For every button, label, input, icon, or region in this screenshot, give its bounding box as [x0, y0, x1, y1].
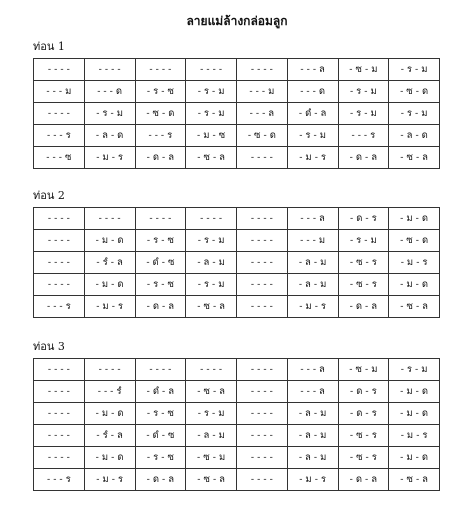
table-row	[34, 230, 440, 252]
note-cell: - ม - ด	[389, 403, 440, 425]
note-cell: - ซ - ร	[338, 425, 389, 447]
note-cell: - - - -	[84, 59, 135, 81]
note-cell: - รํ - ล	[84, 425, 135, 447]
note-cell: - ล - ด	[389, 125, 440, 147]
table-row	[34, 296, 440, 318]
note-cell: - - - ล	[287, 381, 338, 403]
note-cell: - ล - ด	[84, 125, 135, 147]
note-cell: - - - -	[186, 208, 237, 230]
note-cell: - - - ร	[34, 469, 85, 491]
note-cell: - ด - ร	[338, 381, 389, 403]
notation-table-1	[33, 58, 440, 169]
table-row	[34, 81, 440, 103]
note-cell: - ด - ล	[135, 147, 186, 169]
note-cell: - - - ม	[237, 81, 288, 103]
note-cell: - - - ร	[135, 125, 186, 147]
note-cell: - ล - ม	[186, 252, 237, 274]
note-cell: - ร - ซ	[135, 81, 186, 103]
note-cell: - - - -	[135, 59, 186, 81]
table-row	[34, 469, 440, 491]
note-cell: - ซ - ล	[186, 469, 237, 491]
note-cell: - ซ - ด	[237, 125, 288, 147]
note-cell: - - - -	[34, 59, 85, 81]
table-row	[34, 403, 440, 425]
table-row	[34, 447, 440, 469]
note-cell: - ด - ร	[338, 208, 389, 230]
note-cell: - ร - ซ	[135, 274, 186, 296]
note-cell: - ม - ด	[389, 447, 440, 469]
note-cell: - ร - ม	[389, 359, 440, 381]
note-cell: - ร - ซ	[135, 447, 186, 469]
note-cell: - ซ - ร	[338, 252, 389, 274]
note-cell: - - - -	[34, 425, 85, 447]
note-cell: - ซ - ด	[389, 230, 440, 252]
table-row	[34, 274, 440, 296]
note-cell: - ร - ซ	[135, 230, 186, 252]
note-cell: - ซ - ม	[186, 447, 237, 469]
table-row	[34, 359, 440, 381]
note-cell: - - - ด	[287, 81, 338, 103]
note-cell: - - - ซ	[34, 147, 85, 169]
note-cell: - - - -	[34, 381, 85, 403]
note-cell: - - - -	[34, 208, 85, 230]
section-label-2: ท่อน 2	[33, 189, 65, 202]
table-row	[34, 147, 440, 169]
table-row	[34, 252, 440, 274]
note-cell: - - - -	[135, 359, 186, 381]
note-cell: - ดํ - ล	[287, 103, 338, 125]
note-cell: - ดํ - ซ	[135, 252, 186, 274]
note-cell: - ด - ล	[338, 469, 389, 491]
note-cell: - ม - ร	[287, 147, 338, 169]
note-cell: - ร - ม	[338, 103, 389, 125]
note-cell: - ร - ม	[186, 274, 237, 296]
section-label-1: ท่อน 1	[33, 40, 65, 53]
note-cell: - ด - ล	[338, 147, 389, 169]
note-cell: - ร - ม	[186, 230, 237, 252]
note-cell: - ร - ม	[389, 103, 440, 125]
note-cell: - ม - ด	[84, 403, 135, 425]
note-cell: - - - -	[237, 447, 288, 469]
note-cell: - ม - ร	[287, 296, 338, 318]
note-cell: - - - -	[237, 403, 288, 425]
note-cell: - ซ - ล	[389, 147, 440, 169]
note-cell: - - - -	[237, 296, 288, 318]
note-cell: - ร - ม	[287, 125, 338, 147]
note-cell: - ม - ซ	[186, 125, 237, 147]
note-cell: - - - ล	[287, 59, 338, 81]
note-cell: - - - -	[34, 274, 85, 296]
note-cell: - ด - ล	[338, 296, 389, 318]
section-label-3: ท่อน 3	[33, 340, 65, 353]
note-cell: - ล - ม	[287, 447, 338, 469]
note-cell: - ม - ด	[389, 208, 440, 230]
note-cell: - ม - ร	[389, 252, 440, 274]
note-cell: - - - ล	[287, 359, 338, 381]
note-cell: - ซ - ล	[389, 296, 440, 318]
note-cell: - ซ - ล	[186, 381, 237, 403]
note-cell: - ซ - ร	[338, 447, 389, 469]
table-row	[34, 59, 440, 81]
note-cell: - - - -	[237, 147, 288, 169]
note-cell: - ร - ม	[186, 403, 237, 425]
note-cell: - - - -	[237, 252, 288, 274]
notation-table-3	[33, 358, 440, 491]
note-cell: - - - -	[237, 230, 288, 252]
table-row	[34, 125, 440, 147]
note-cell: - - - -	[237, 381, 288, 403]
note-cell: - - - ร	[34, 296, 85, 318]
note-cell: - - - -	[135, 208, 186, 230]
note-cell: - ม - ร	[84, 469, 135, 491]
notation-table-2	[33, 207, 440, 318]
note-cell: - - - -	[34, 359, 85, 381]
note-cell: - - - -	[186, 359, 237, 381]
note-cell: - - - ด	[84, 81, 135, 103]
note-cell: - ร - ม	[389, 59, 440, 81]
note-cell: - ร - ม	[186, 81, 237, 103]
page-title: ลายแม่ล้างกล่อมลูก	[186, 14, 288, 28]
note-cell: - ซ - ด	[389, 81, 440, 103]
note-cell: - ร - ม	[84, 103, 135, 125]
note-cell: - ด - ล	[135, 469, 186, 491]
note-cell: - ล - ม	[287, 274, 338, 296]
note-cell: - - - -	[34, 103, 85, 125]
note-cell: - - - รํ	[84, 381, 135, 403]
note-cell: - ม - ด	[389, 381, 440, 403]
note-cell: - - - -	[34, 447, 85, 469]
table-row	[34, 425, 440, 447]
note-cell: - ม - ด	[84, 274, 135, 296]
note-cell: - - - ม	[34, 81, 85, 103]
note-cell: - - - -	[237, 425, 288, 447]
note-cell: - - - -	[186, 59, 237, 81]
note-cell: - รํ - ล	[84, 252, 135, 274]
note-cell: - ล - ม	[287, 425, 338, 447]
note-cell: - - - -	[34, 403, 85, 425]
note-cell: - - - ร	[338, 125, 389, 147]
note-cell: - ซ - ล	[186, 296, 237, 318]
note-cell: - - - -	[34, 230, 85, 252]
note-cell: - ซ - ม	[338, 59, 389, 81]
table-row	[34, 103, 440, 125]
note-cell: - ม - ร	[389, 425, 440, 447]
note-cell: - ม - ด	[84, 447, 135, 469]
note-cell: - - - ล	[287, 208, 338, 230]
note-cell: - - - ร	[34, 125, 85, 147]
note-cell: - ร - ซ	[135, 403, 186, 425]
note-cell: - ล - ม	[287, 252, 338, 274]
note-cell: - - - -	[237, 59, 288, 81]
note-cell: - ล - ม	[287, 403, 338, 425]
note-cell: - ม - ร	[84, 147, 135, 169]
note-cell: - - - ล	[237, 103, 288, 125]
note-cell: - - - -	[84, 359, 135, 381]
note-cell: - - - -	[237, 208, 288, 230]
table-row	[34, 381, 440, 403]
note-cell: - ล - ม	[186, 425, 237, 447]
note-cell: - ดํ - ล	[135, 381, 186, 403]
note-cell: - - - -	[84, 208, 135, 230]
note-cell: - ด - ร	[338, 403, 389, 425]
note-cell: - ม - ร	[84, 296, 135, 318]
note-cell: - ซ - ล	[389, 469, 440, 491]
note-cell: - ซ - ด	[135, 103, 186, 125]
note-cell: - ร - ม	[186, 103, 237, 125]
note-cell: - - - -	[237, 274, 288, 296]
note-cell: - ซ - ล	[186, 147, 237, 169]
note-cell: - ซ - ม	[338, 359, 389, 381]
table-row	[34, 208, 440, 230]
note-cell: - ม - ด	[84, 230, 135, 252]
note-cell: - ม - ด	[389, 274, 440, 296]
note-cell: - - - -	[237, 359, 288, 381]
note-cell: - ร - ม	[338, 230, 389, 252]
note-cell: - - - -	[34, 252, 85, 274]
note-cell: - ซ - ร	[338, 274, 389, 296]
note-cell: - - - ม	[287, 230, 338, 252]
note-cell: - ด - ล	[135, 296, 186, 318]
note-cell: - ร - ม	[338, 81, 389, 103]
note-cell: - ดํ - ซ	[135, 425, 186, 447]
note-cell: - ม - ร	[287, 469, 338, 491]
note-cell: - - - -	[237, 469, 288, 491]
